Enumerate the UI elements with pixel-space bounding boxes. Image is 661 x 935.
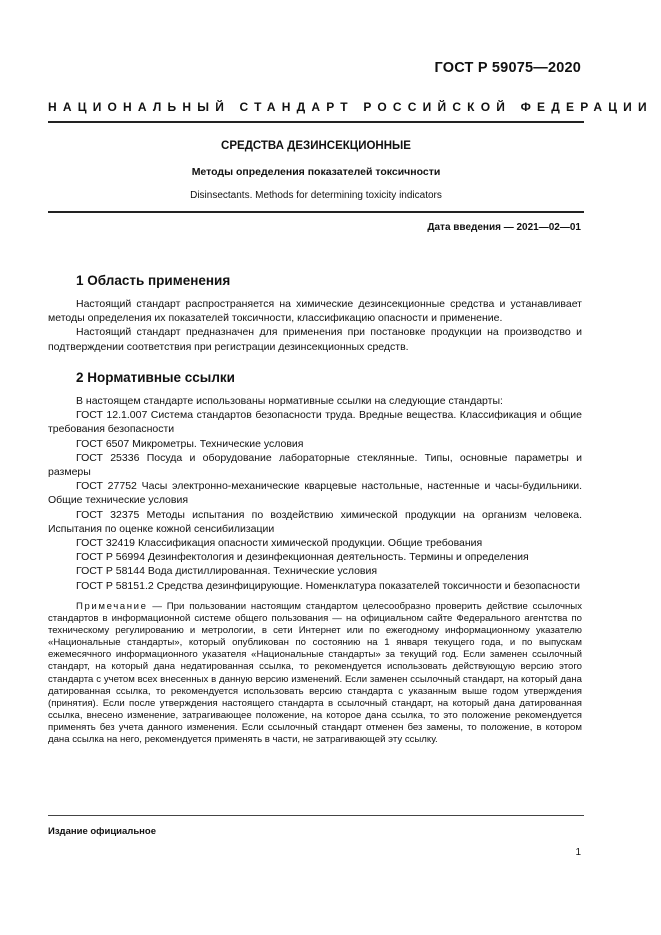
section-1-heading: 1 Область применения: [76, 273, 231, 288]
reference-item: ГОСТ Р 56994 Дезинфектология и дезинфекционная деятельность. Термины и определения: [76, 551, 529, 564]
reference-item: ГОСТ 6507 Микрометры. Технические условия: [76, 437, 304, 450]
section-2-heading: 2 Нормативные ссылки: [76, 370, 235, 385]
paragraph: Настоящий стандарт распространяется на химические дезинсекционные средства и устанавливает методы определения их показателей токсичности, классификацию опасности и применение.: [48, 298, 582, 325]
paragraph: В настоящем стандарте использованы нормативные ссылки на следующие стандарты:: [76, 395, 503, 407]
reference-item: ГОСТ 32375 Методы испытания по воздействию химической продукции на организм человека. Испытания по оценке кожной сенсибилизации: [48, 508, 582, 535]
reference-item: ГОСТ 12.1.007 Система стандартов безопасности труда. Вредные вещества. Классификация и общие требования безопасности: [48, 409, 582, 436]
official-edition-label: Издание официальное: [48, 826, 156, 837]
document-title: СРЕДСТВА ДЕЗИНСЕКЦИОННЫЕ: [221, 140, 411, 152]
reference-item: ГОСТ Р 58151.2 Средства дезинфицирующие. Номенклатура показателей токсичности и безопасности: [76, 579, 580, 592]
page-number: 1: [575, 847, 581, 858]
reference-item: ГОСТ 32419 Классификация опасности химической продукции. Общие требования: [76, 537, 483, 550]
section-1-body: [48, 297, 582, 354]
reference-item: ГОСТ 27752 Часы электронно-механические кварцевые настольные, настенные и часы-будильники. Общие технические условия: [48, 480, 582, 507]
note-text: — При пользовании настоящим стандартом целесообразно проверить действие ссылочных стандартов в информационной системе общего пользования — на официальном сайте Федерального агентства по техническому регулированию и метрологии, в сети Интернет или по ежегодному информационному указателю «Национальные стандарты», который опубликован по состоянию на 1 января текущего года, и по выпускам ежемесячного информационного указателя «Национальные стандарты» за текущий год. Если заменен ссылочный стандарт, на который дана недатированная ссылка, то рекомендуется использовать действующую версию этого стандарта с учетом всех внесенных в данную версию изменений. Если заменен ссылочный стандарт, на который дана датированная ссылка, то рекомендуется использовать версию стандарта с указанным выше годом утверждения (принятия). Если после утверждения настоящего стандарта в ссылочный стандарт, на который дана датированная ссылка, внесено изменение, затрагивающее положение, на которое дана ссылка, то это положение рекомендуется применять без учета данного изменения. Если ссылочный стандарт отменен без замены, то положение, в котором дана ссылка на него, рекомендуется применять в части, не затрагивающей эту ссылку.: [48, 601, 582, 746]
section-2-body: [48, 394, 582, 593]
reference-item: ГОСТ 25336 Посуда и оборудование лабораторные стеклянные. Типы, основные параметры и размеры: [48, 451, 582, 479]
title-divider: [48, 211, 584, 213]
footer-divider: [48, 815, 584, 816]
note-block: [48, 601, 582, 746]
paragraph: Настоящий стандарт предназначен для применения при постановке продукции на производство и подтверждении соответствия при регистрации дезинсекционных средств.: [48, 326, 582, 353]
reference-item: ГОСТ Р 58144 Вода дистиллированная. Технические условия: [76, 565, 378, 578]
note-label: Примечание: [76, 601, 148, 612]
introduction-date: Дата введения — 2021—02—01: [427, 222, 581, 233]
national-standard-banner: НАЦИОНАЛЬНЫЙ СТАНДАРТ РОССИЙСКОЙ ФЕДЕРАЦИИ: [48, 100, 653, 114]
document-number: ГОСТ Р 59075—2020: [434, 60, 581, 76]
english-title: Disinsectants. Methods for determining toxicity indicators: [190, 190, 442, 201]
top-divider: [48, 121, 584, 123]
document-subtitle: Методы определения показателей токсичности: [191, 166, 441, 178]
